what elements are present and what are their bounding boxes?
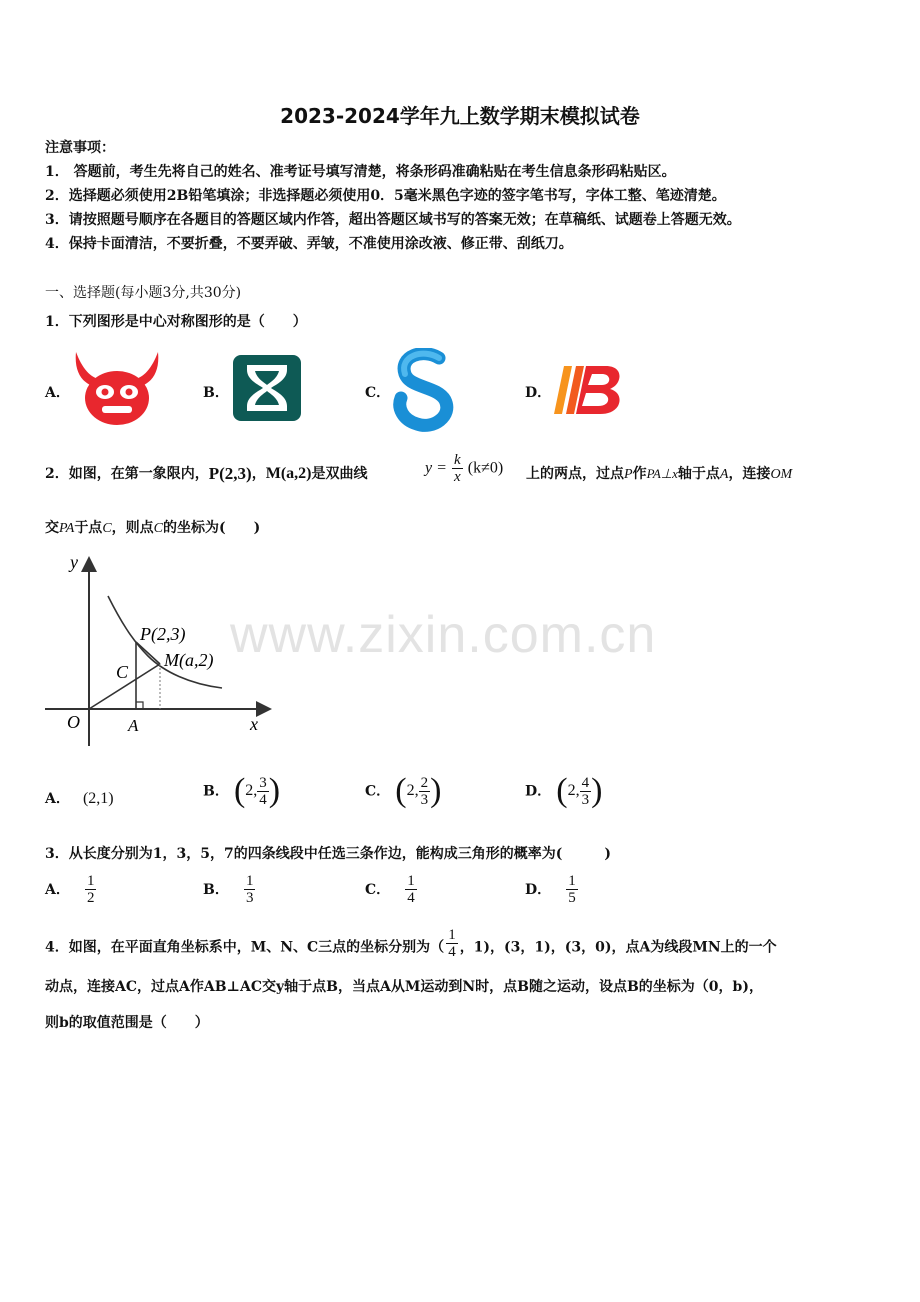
notice-item: 3．请按照题号顺序在各题目的答题区域内作答，超出答题区域书写的答案无效；在草稿纸、试题卷上答题无效。 <box>45 212 741 228</box>
q3-option-A <box>45 873 96 906</box>
q2-k-over-x <box>452 452 463 485</box>
option-label: D． <box>525 882 552 898</box>
q3-option-D <box>525 873 578 906</box>
q4-stem-line3: 则b的取值范围是（ ） <box>45 1015 209 1031</box>
option-den: 4 <box>407 890 415 906</box>
option-label: C． <box>365 783 391 800</box>
option-pre: 2, <box>567 782 580 799</box>
segment-PM <box>136 642 160 664</box>
q2-text: 交 <box>45 520 59 536</box>
q2-stem-line1b <box>526 465 792 484</box>
q1-stem: 1．下列图形是中心对称图形的是（ ） <box>45 314 307 330</box>
option-num: 1 <box>407 873 415 889</box>
q4-stem-line2: 动点，连接AC，过点A作AB⊥AC交y轴于点B，当点A从M运动到N时，点B随之运动，设点B的坐标为（0，b)， <box>45 979 763 995</box>
option-den: 3 <box>420 791 429 808</box>
option-label: A． <box>45 882 70 898</box>
q2-text: ，则点 <box>111 520 154 536</box>
q2-var: C <box>102 521 112 536</box>
q2-stem-line2 <box>45 519 260 538</box>
q4-stem-line1 <box>45 927 777 960</box>
option-label: C． <box>365 882 391 898</box>
q1-option-label: C． <box>365 385 391 401</box>
option-label: D． <box>525 783 552 800</box>
q2-k: k <box>454 452 461 468</box>
right-angle-mark <box>136 702 143 709</box>
option-label: A． <box>45 791 70 807</box>
q2-var: PA⊥x <box>646 466 678 481</box>
q2-k-neq: (k≠0) <box>467 459 504 477</box>
bull-logo-icon <box>72 350 162 428</box>
q3-option-C <box>365 873 417 906</box>
option-num: 1 <box>86 873 95 889</box>
option-num: 2 <box>420 774 429 791</box>
section-heading: 一、选择题(每小题3分,共30分) <box>45 285 242 301</box>
q1-option-label: B． <box>203 385 229 401</box>
notice-item: 4．保持卡面清洁，不要折叠，不要弄破、弄皱，不准使用涂改液、修正带、刮纸刀。 <box>45 236 573 252</box>
watermark: www.zixin.com.cn <box>230 606 657 664</box>
q2-text: ，连接 <box>728 466 771 482</box>
hourglass-logo-icon <box>233 355 301 421</box>
q4-text: ，1)，(3，1)，(3，0)，点A为线段MN上的一个 <box>459 939 777 956</box>
q2-stem-line1 <box>45 465 367 483</box>
fig-label-O: O <box>67 712 80 732</box>
option-den: 3 <box>581 791 590 808</box>
q4-den: 4 <box>448 944 456 960</box>
q2-text: 的坐标为( ) <box>163 520 261 536</box>
q2-option-C: C． (2, $\frac{2}{3}$ ) <box>365 772 442 809</box>
q2-var: P <box>624 467 633 482</box>
q2-text: 作 <box>632 466 647 482</box>
fig-label-y: y <box>70 552 78 572</box>
option-num: 1 <box>245 873 254 889</box>
notice-item: 2．选择题必须使用2B铅笔填涂；非选择题必须使用0．5毫米黑色字迹的签字笔书写，字体工整、笔迹清楚。 <box>45 188 726 204</box>
option-den: 5 <box>568 890 576 906</box>
q2-var: A <box>719 467 729 482</box>
fig-label-P: P(2,3) <box>140 624 186 644</box>
fig-label-C: C <box>116 662 129 682</box>
q2-option-A <box>45 788 114 808</box>
q1-option-label: D． <box>525 385 552 401</box>
q2-text: 是双曲线 <box>311 466 368 482</box>
q2-text: ， <box>251 466 266 482</box>
b-logo-icon <box>552 362 624 418</box>
option-num: 1 <box>568 873 576 889</box>
option-den: 3 <box>245 890 254 906</box>
option-den: 2 <box>86 890 95 906</box>
option-label: B． <box>203 783 229 800</box>
notice-item: 1． 答题前，考生先将自己的姓名、准考证号填写清楚，将条形码准确粘贴在考生信息条形码粘贴区。 <box>45 164 676 180</box>
q2-text: 轴于点 <box>677 466 720 482</box>
option-pre: 2, <box>245 782 258 799</box>
notice-heading: 注意事项： <box>45 140 115 156</box>
option-num: 3 <box>259 774 267 791</box>
option-label: B． <box>203 882 229 898</box>
q2-point-P: P(2,3) <box>208 464 252 483</box>
q2-y-eq: y = <box>425 459 447 477</box>
fig-label-M: M(a,2) <box>164 650 214 670</box>
option-pre: 2, <box>406 782 419 799</box>
q2-option-B: B． (2, $\frac{3}{4}$ ) <box>203 772 281 809</box>
q2-var: PA <box>59 521 75 536</box>
q2-var: OM <box>770 467 793 482</box>
option-num: 4 <box>581 774 590 791</box>
fig-label-A: A <box>128 716 139 735</box>
q1-option-label: A． <box>45 385 70 401</box>
page-title: 2023-2024学年九上数学期末模拟试卷 <box>280 104 640 128</box>
option-den: 4 <box>259 791 267 808</box>
fig-label-x: x <box>250 714 258 734</box>
q2-x: x <box>454 469 461 485</box>
q2-var: C <box>153 521 163 536</box>
option-value: (2,1) <box>82 789 114 807</box>
q4-text: 4．如图，在平面直角坐标系中，M、N、C三点的坐标分别为（ <box>45 939 445 956</box>
q2-text: 上的两点，过点 <box>526 466 624 482</box>
q2-option-D: D． (2, $\frac{4}{3}$ ) <box>525 772 603 809</box>
q4-num: 1 <box>448 927 456 943</box>
q2-text: 于点 <box>74 520 103 536</box>
q2-text: 2．如图，在第一象限内， <box>45 466 209 482</box>
q2-hyperbola-formula <box>425 452 503 485</box>
q3-option-B <box>203 873 255 906</box>
s-logo-icon <box>393 348 459 432</box>
q2-point-M: M(a,2) <box>265 465 312 482</box>
q3-stem: 3．从长度分别为1，3，5，7的四条线段中任选三条作边，能构成三角形的概率为( ) <box>45 846 611 862</box>
